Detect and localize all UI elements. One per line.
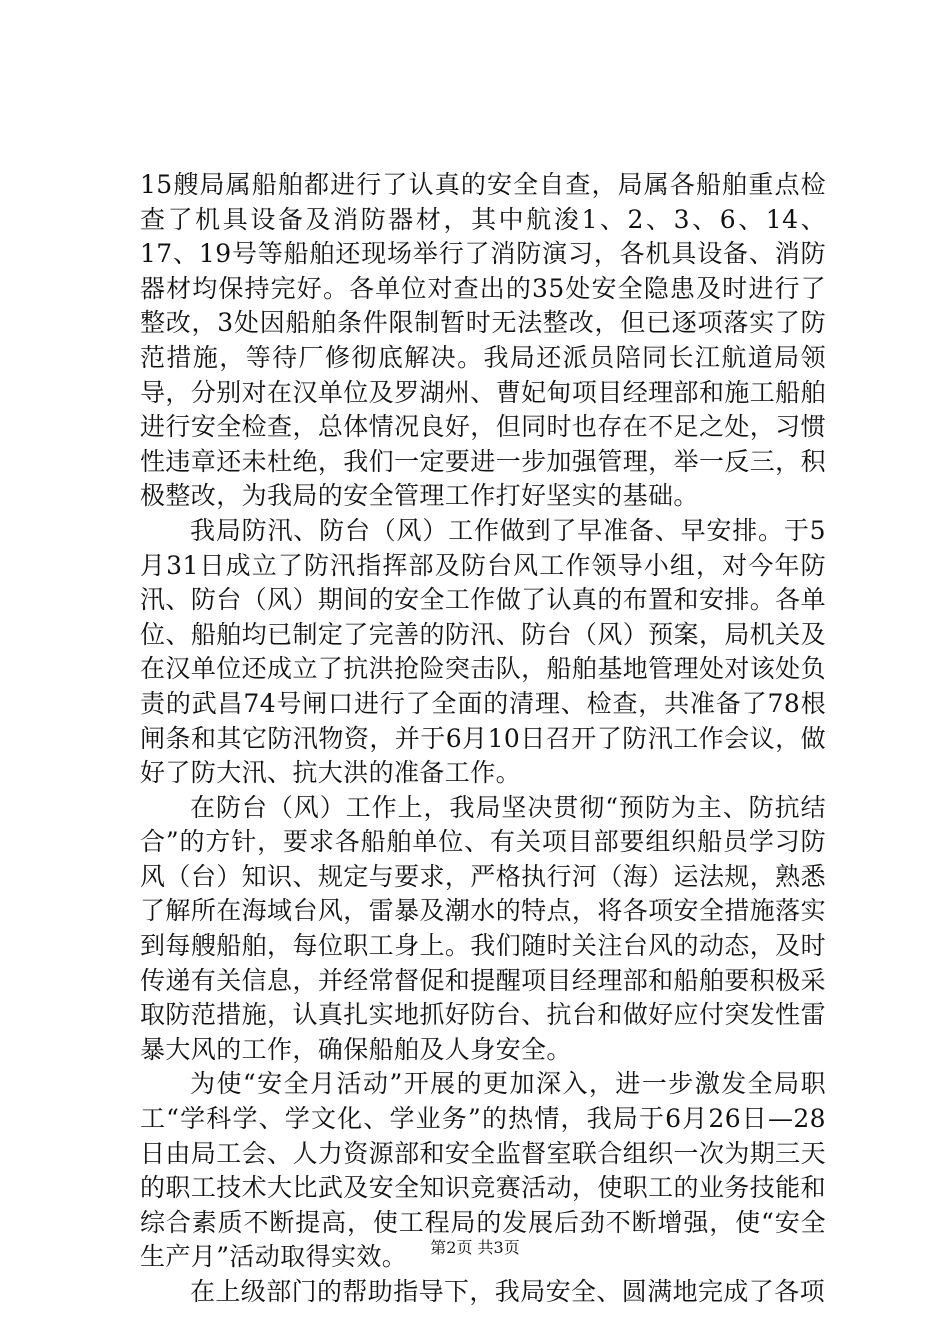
document-body: [140, 168, 826, 1310]
paragraph-1: 15艘局属船舶都进行了认真的安全自查，局属各船舶重点检查了机具设备及消防器材，其中航浚1、2、3、6、14、17、19号等船舶还现场举行了消防演习，各机具设备、消防器材均保持完好。各单位对查出的35处安全隐患及时进行了整改，3处因船舶条件限制暂时无法整改，但已逐项落实了防范措施，等待厂修彻底解决。我局还派员陪同长江航道局领导，分别对在汉单位及罗湖州、曹妃甸项目经理部和施工船舶进行安全检查，总体情况良好，但同时也存在不足之处，习惯性违章还未杜绝，我们一定要进一步加强管理，举一反三，积极整改，为我局的安全管理工作打好坚实的基础。: [140, 170, 826, 511]
paragraph-4: 为使“安全月活动”开展的更加深入，进一步激发全局职工“学科学、学文化、学业务”的热情，我局于6月26日—28日由局工会、人力资源部和安全监督室联合组织一次为期三天的职工技术大比武及安全知识竞赛活动，使职工的业务技能和综合素质不断提高，使工程局的发展后劲不断增强，使“安全生产月”活动取得实效。: [140, 1069, 826, 1272]
paragraph-3: 在防台（风）工作上，我局坚决贯彻“预防为主、防抗结合”的方针，要求各船舶单位、有关项目部要组织船员学习防风（台）知识、规定与要求，严格执行河（海）运法规，熟悉了解所在海域台风，雷暴及潮水的特点，将各项安全措施落实到每艘船舶，每位职工身上。我们随时关注台风的动态，及时传递有关信息，并经常督促和提醒项目经理部和船舶要积极采取防范措施，认真扎实地抓好防台、抗台和做好应付突发性雷暴大风的工作，确保船舶及人身安全。: [140, 792, 826, 1064]
paragraph-5: 在上级部门的帮助指导下，我局安全、圆满地完成了各项: [190, 1277, 826, 1306]
paragraph-2: 我局防汛、防台（风）工作做到了早准备、早安排。于5月31日成立了防汛指挥部及防台风工作领导小组，对今年防汛、防台（风）期间的安全工作做了认真的布置和安排。各单位、船舶均已制定了完善的防汛、防台（风）预案，局机关及在汉单位还成立了抗洪抢险突击队，船舶基地管理处对该处负责的武昌74号闸口进行了全面的清理、检查，共准备了78根闸条和其它防汛物资，并于6月10日召开了防汛工作会议，做好了防大汛、抗大洪的准备工作。: [140, 515, 826, 788]
page-footer: 第2页 共3页: [430, 1238, 520, 1257]
